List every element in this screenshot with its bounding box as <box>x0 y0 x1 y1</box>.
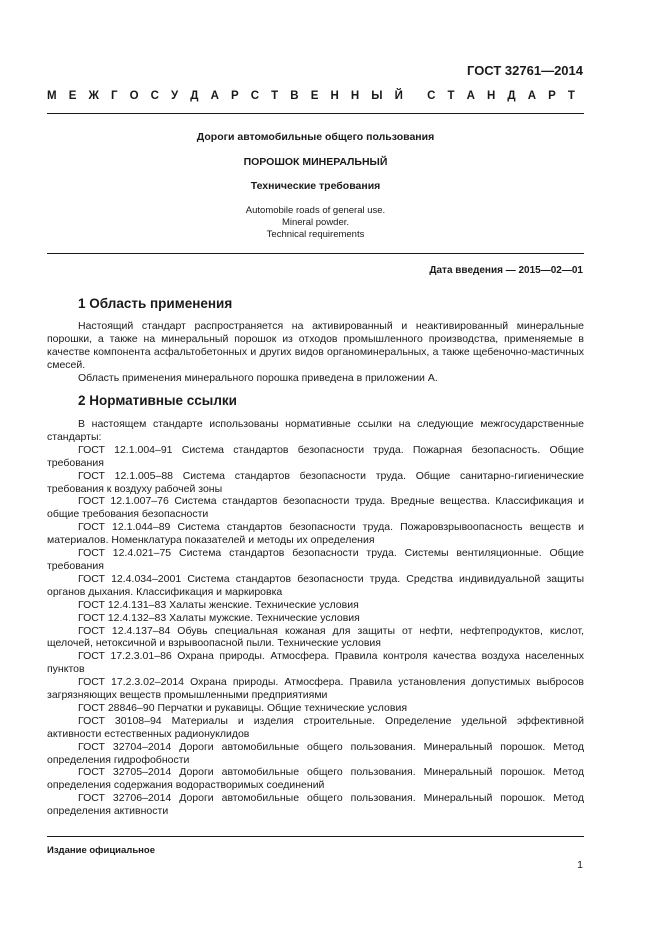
reference-item: ГОСТ 32704–2014 Дороги автомобильные общего пользования. Минеральный порошок. Метод определения гидрофобности <box>47 740 584 766</box>
reference-item: ГОСТ 17.2.3.01–86 Охрана природы. Атмосфера. Правила контроля качества воздуха населенных пунктов <box>47 650 584 676</box>
section-1-paragraph: Настоящий стандарт распространяется на активированный и неактивированный минеральные порошки, а также на минеральный порошок из отходов промышленного производства, применяемые в качестве компонента асфальтобетонных и других видов органоминеральных, а также щебеночно-мастичных смесей. <box>47 320 584 371</box>
section-1-heading: 1 Область применения <box>78 296 233 311</box>
title-rule <box>47 253 584 254</box>
standard-type-letter: Н <box>487 90 496 102</box>
header-rule <box>47 113 584 114</box>
standard-type-letter: А <box>527 90 537 102</box>
reference-item: ГОСТ 12.1.007–76 Система стандартов безопасности труда. Вредные вещества. Классификация и общие требования безопасности <box>47 495 584 521</box>
standard-type-letter: А <box>466 90 475 102</box>
reference-item: ГОСТ 28846–90 Перчатки и рукавицы. Общие технические условия <box>78 701 408 714</box>
standard-type-letter: Т <box>271 90 279 102</box>
section-2-heading: 2 Нормативные ссылки <box>78 393 237 408</box>
standard-type-letter: О <box>129 90 139 102</box>
document-code: ГОСТ 32761—2014 <box>467 63 583 78</box>
standard-type-letter: Р <box>548 90 556 102</box>
standard-type-letter: Д <box>507 90 516 102</box>
official-edition-label: Издание официальное <box>47 845 155 856</box>
standard-type-letter: Н <box>330 90 339 102</box>
reference-item: ГОСТ 12.4.137–84 Обувь специальная кожаная для защиты от нефти, нефтепродуктов, кислот, щелочей, нетоксичной и взрывоопасной пыли. Технические условия <box>47 624 584 650</box>
section-2-paragraph: В настоящем стандарте использованы нормативные ссылки на следующие межгосударственные стандарты: <box>47 418 584 443</box>
reference-item: ГОСТ 12.1.005–88 Система стандартов безопасности труда. Общие санитарно-гигиенические требования к воздуху рабочей зоны <box>47 469 584 495</box>
standard-type-letter: С <box>427 90 436 102</box>
standard-type-letter: Т <box>567 90 575 102</box>
standard-type-letter: Ы <box>371 90 383 102</box>
standard-type-letter: В <box>290 90 299 102</box>
title-requirements: Технические требования <box>250 180 381 192</box>
reference-item: ГОСТ 32705–2014 Дороги автомобильные общего пользования. Минеральный порошок. Метод определения содержания водорастворимых соединений <box>47 766 584 792</box>
standard-type-heading <box>47 90 575 102</box>
reference-item: ГОСТ 12.4.131–83 Халаты женские. Технические условия <box>78 598 359 611</box>
title-english <box>47 205 584 241</box>
section-1-body <box>47 320 584 385</box>
reference-item: ГОСТ 17.2.3.02–2014 Охрана природы. Атмосфера. Правила установления допустимых выбросов загрязняющих веществ промышленными предприятиями <box>47 676 584 702</box>
standard-type-letter: А <box>210 90 219 102</box>
standard-type-letter: С <box>150 90 159 102</box>
introduction-date: Дата введения — 2015—02—01 <box>429 265 583 276</box>
reference-item: ГОСТ 12.4.132–83 Халаты мужские. Технические условия <box>78 611 360 624</box>
standard-type-letter: Р <box>230 90 239 102</box>
title-road: Дороги автомобильные общего пользования <box>196 131 435 143</box>
standard-type-letter: Г <box>110 90 118 102</box>
section-2-body <box>47 418 584 818</box>
title-english-line: Mineral powder. <box>281 217 350 228</box>
reference-item: ГОСТ 12.1.004–91 Система стандартов безопасности труда. Пожарная безопасность. Общие требования <box>47 443 584 469</box>
standard-type-letter: С <box>250 90 260 102</box>
reference-item: ГОСТ 30108–94 Материалы и изделия строительные. Определение удельной эффективной активности естественных радионуклидов <box>47 714 584 740</box>
title-english-line: Technical requirements <box>266 229 365 240</box>
reference-item: ГОСТ 12.4.034–2001 Система стандартов безопасности труда. Средства индивидуальной защиты органов дыхания. Классификация и маркировка <box>47 572 584 598</box>
reference-item: ГОСТ 12.4.021–75 Система стандартов безопасности труда. Системы вентиляционные. Общие требования <box>47 547 584 572</box>
standard-type-letter: Д <box>190 90 199 102</box>
standard-type-letter: Т <box>447 90 455 102</box>
standard-type-letter: У <box>171 90 179 102</box>
standard-type-letter: Е <box>310 90 319 102</box>
standard-type-letter: М <box>47 90 57 102</box>
standard-type-letter: Й <box>394 90 403 102</box>
title-english-line: Automobile roads of general use. <box>245 205 386 216</box>
standard-type-letter: Ж <box>88 90 99 102</box>
footer-rule <box>47 836 584 837</box>
standard-type-letter: Е <box>68 90 77 102</box>
standard-type-letter: Н <box>350 90 360 102</box>
page-number: 1 <box>577 859 583 871</box>
reference-item: ГОСТ 12.1.044–89 Система стандартов безопасности труда. Пожаровзрывоопасность веществ и материалов. Номенклатура показателей и методы их определения <box>47 521 584 547</box>
title-name: ПОРОШОК МИНЕРАЛЬНЫЙ <box>243 156 388 168</box>
reference-item: ГОСТ 32706–2014 Дороги автомобильные общего пользования. Минеральный порошок. Метод определения активности <box>47 792 584 818</box>
section-1-paragraph: Область применения минерального порошка приведена в приложении А. <box>78 371 438 384</box>
